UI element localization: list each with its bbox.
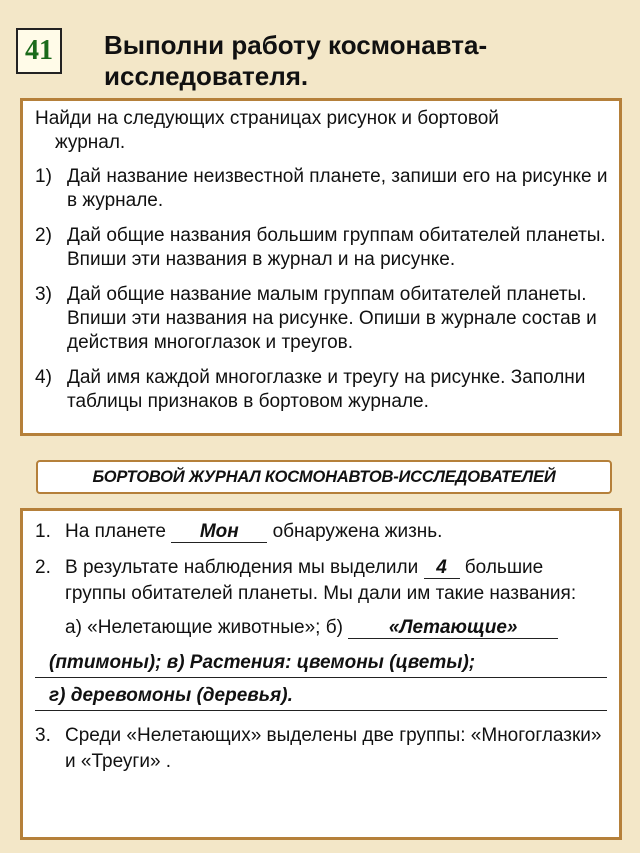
task-intro-line2: журнал.: [55, 132, 126, 153]
page-title: Выполни работу космонавта-исследователя.: [104, 30, 488, 91]
answer-line-2[interactable]: (птимоны); в) Растения: цвемоны (цветы);: [35, 651, 607, 678]
group-count-answer[interactable]: 4: [424, 558, 460, 579]
task-item-number: 1): [35, 166, 52, 187]
journal-item-1: [35, 519, 607, 545]
journal-item2-sub-prefix: а) «Нелетающие животные»; б): [65, 617, 343, 638]
journal-item-3: [35, 723, 607, 775]
task-item-number: 2): [35, 225, 52, 246]
journal-item1-before: На планете: [65, 521, 166, 542]
group-b-answer[interactable]: «Летающие»: [348, 618, 558, 639]
task-item-text: Дай общие названия большим группам обитателей планеты. Впиши эти названия в журнал и на рисунке.: [67, 225, 606, 270]
answer-line-3[interactable]: г) деревомоны (деревья).: [35, 684, 607, 711]
journal-item-2: [35, 555, 607, 641]
planet-name-answer[interactable]: Мон: [171, 522, 267, 543]
task-item-number: 3): [35, 284, 52, 305]
journal-item1-after: обнаружена жизнь.: [272, 521, 443, 542]
journal-item-number: 1.: [35, 521, 51, 542]
journal-item2-sub: [65, 615, 607, 641]
task-item: [35, 165, 609, 213]
journal-item-number: 3.: [35, 725, 51, 746]
task-item-text: Дай название неизвестной планете, запиши его на рисунке и в журнале.: [67, 166, 608, 211]
task-item-text: Дай общие название малым группам обитателей планеты. Впиши эти названия на рисунке. Опиши в журнале состав и действия многоглазок и треугов.: [67, 284, 597, 353]
task-item-text: Дай имя каждой многоглазке и треугу на рисунке. Заполни таблицы признаков в бортовом журнале.: [67, 367, 586, 412]
task-instructions-box: [20, 98, 622, 436]
journal-box: [20, 508, 622, 840]
task-item: [35, 224, 609, 272]
task-item: [35, 366, 609, 414]
journal-item2-before: В результате наблюдения мы выделили: [65, 557, 419, 578]
task-item-number: 4): [35, 367, 52, 388]
task-item: [35, 283, 609, 355]
journal-heading: БОРТОВОЙ ЖУРНАЛ КОСМОНАВТОВ-ИССЛЕДОВАТЕЛЕЙ: [36, 460, 612, 494]
task-number-badge: 41: [16, 28, 62, 74]
task-intro-line1: Найди на следующих страницах рисунок и бортовой: [35, 108, 499, 129]
journal-item2-after: большие группы обитателей планеты. Мы дали им такие названия:: [65, 557, 577, 604]
journal-item-number: 2.: [35, 557, 51, 578]
journal-item3-text: Среди «Нелетающих» выделены две группы: «Многоглазки» и «Треуги» .: [65, 725, 602, 772]
task-intro: [35, 107, 609, 155]
